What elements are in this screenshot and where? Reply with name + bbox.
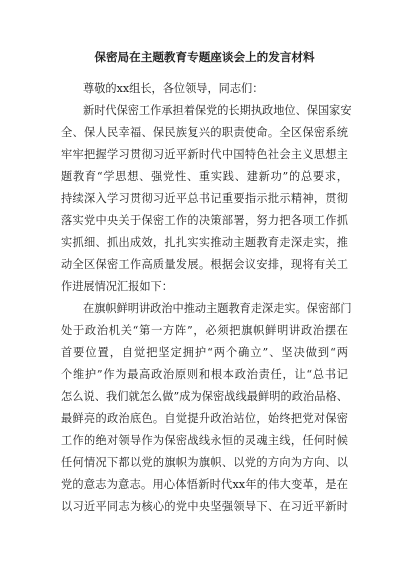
body-text-line: 作进展情况汇报如下： [61,280,173,293]
document-title: 保密局在主题教育专题座谈会上的发言材料 [94,50,315,64]
body-text-line: 怎么说、我们就怎么做”成为保密战线最鲜明的政治品格、 [61,390,348,403]
body-text-line: 尊敬的xx组长，各位领导，同志们： [83,82,264,95]
body-text-line: 处于政治机关“第一方阵”，必须把旗帜鲜明讲政治摆在 [61,324,348,337]
body-text-line: 工作的绝对领导作为保密战线永恒的灵魂主线，任何时候 [61,434,348,447]
body-text-line: 新时代保密工作承担着保党的长期执政地位、保国家安 [83,104,352,117]
body-text-line: 党的意志为意志。用心体悟新时代xx年的伟大变革，是在 [61,478,348,491]
body-text-line: 全、保人民幸福、保民族复兴的职责使命。全区保密系统 [61,126,348,139]
body-text-line: 持续深入学习贯彻习近平总书记重要指示批示精神，贯彻 [61,192,348,205]
body-text-line: 最鲜亮的政治底色。自觉提升政治站位，始终把党对保密 [61,412,348,425]
body-text-line: 落实党中央关于保密工作的决策部署，努力把各项工作抓 [61,214,348,227]
body-text-line: 首要位置，自觉把坚定拥护“两个确立”、坚决做到“两 [61,346,348,359]
body-text-line: 任何情况下都以党的旗帜为旗帜、以党的方向为方向、以 [61,456,348,469]
body-text-line: 牢牢把握学习贯彻习近平新时代中国特色社会主义思想主 [61,148,348,161]
body-text-line: 题教育“学思想、强党性、重实践、建新功”的总要求， [61,170,348,183]
body-text-line: 动全区保密工作高质量发展。根据会议安排，现将有关工 [61,258,348,271]
body-text-line: 在旗帜鲜明讲政治中推动主题教育走深走实。保密部门 [83,302,352,315]
document-body [61,78,352,518]
body-text-line: 以习近平同志为核心的党中央坚强领导下、在习近平新时 [61,500,348,513]
body-text-line: 个维护”作为最高政治原则和根本政治责任，让“总书记 [61,368,348,381]
body-text-line: 实抓细、抓出成效，扎扎实实推动主题教育走深走实，推 [61,236,348,249]
